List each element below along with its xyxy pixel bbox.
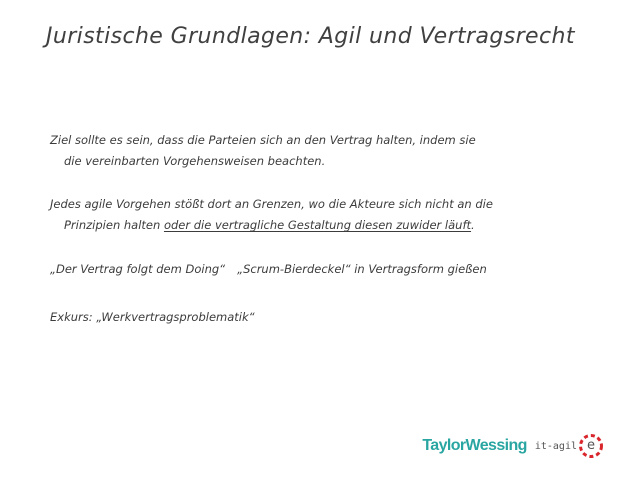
paragraph-limits-line-2-start: Prinzipien halten [64, 218, 164, 232]
paragraph-limits-line-2-end: . [471, 218, 475, 232]
quote-contract-follows-doing: „Der Vertrag folgt dem Doing“ [50, 262, 226, 276]
paragraph-goal [50, 130, 610, 172]
paragraph-limits-underlined-text: oder die vertragliche Gestaltung diesen zuwider läuft [163, 218, 472, 232]
quote-scrum-bierdeckel: „Scrum-Bierdeckel“ in Vertragsform gießen [237, 262, 487, 276]
taylorwessing-logo: TaylorWessing [422, 437, 527, 454]
footer-logos [422, 431, 604, 461]
itagile-logo-e: e [587, 438, 595, 453]
itagile-logo [535, 433, 604, 459]
slide-content [50, 130, 610, 352]
excursus-text: Exkurs: „Werkvertragsproblematik“ [50, 310, 255, 324]
paragraph-quotes [50, 259, 610, 280]
paragraph-excursus [50, 307, 610, 328]
paragraph-limits [50, 194, 610, 236]
paragraph-limits-line-1: Jedes agile Vorgehen stößt dort an Grenzen, wo die Akteure sich nicht an die [50, 197, 493, 211]
slide-title: Juristische Grundlagen: Agil und Vertragsrecht [46, 24, 575, 49]
itagile-badge-icon [578, 433, 604, 459]
paragraph-limits-line-2 [50, 215, 610, 236]
paragraph-goal-line-2: die vereinbarten Vorgehensweisen beachten. [64, 154, 326, 168]
paragraph-goal-line-1: Ziel sollte es sein, dass die Parteien sich an den Vertrag halten, indem sie [50, 133, 476, 147]
itagile-logo-text: it-agil [534, 440, 577, 452]
